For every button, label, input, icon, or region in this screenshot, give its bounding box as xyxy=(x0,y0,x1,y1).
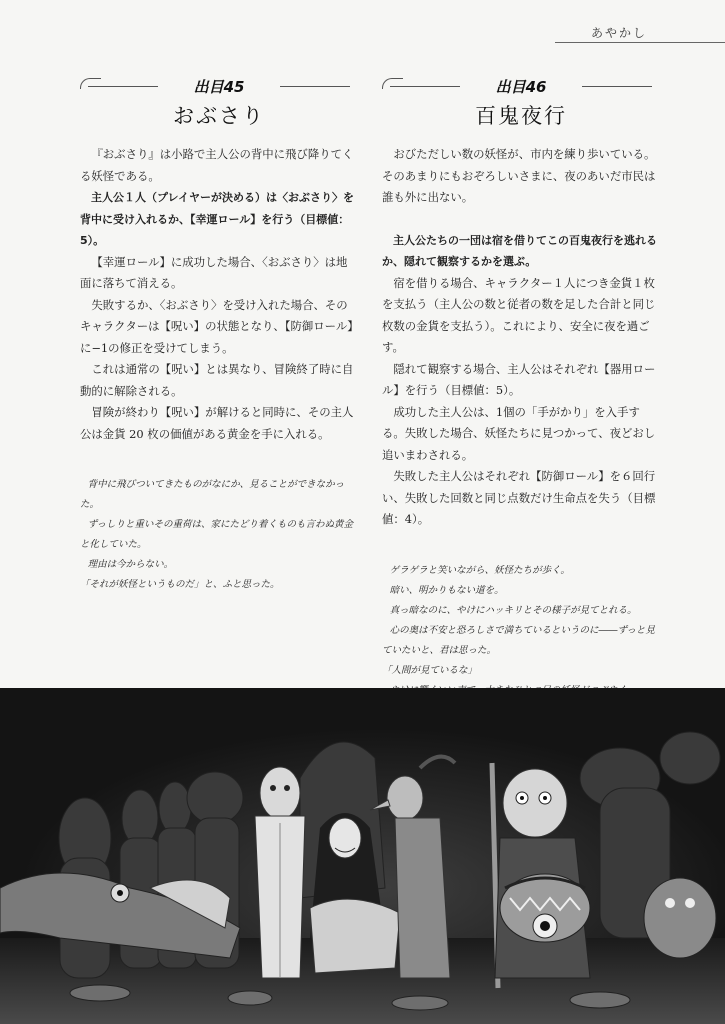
yokai-parade-illustration xyxy=(0,688,725,1024)
paragraph: 隠れて観察する場合、主人公はそれぞれ【器用ロール】を行う（目標値：5）。 xyxy=(382,361,656,397)
paragraph: これは通常の【呪い】とは異なり、冒険終了時に自動的に解除される。 xyxy=(80,362,354,398)
flavor-line: ずっしりと重いその重荷は、家にたどり着くものも言わぬ黄金と化していた。 xyxy=(80,519,354,550)
flavor-line: 理由は今からない。 xyxy=(87,559,174,570)
entry-number: 出目46 xyxy=(495,78,547,96)
entry-title: おぶさり xyxy=(173,104,265,128)
flavor-line: ゲラゲラと笑いながら、妖怪たちが歩く。 xyxy=(389,564,570,576)
entry-body xyxy=(80,144,358,445)
page-header xyxy=(555,22,725,43)
entry-46 xyxy=(382,72,660,721)
flavor-line: 「人間が見ているな」 xyxy=(382,664,478,676)
divider xyxy=(280,86,350,87)
flavor-line: 背中に飛びついてきたものがなにか、見ることができなかった。 xyxy=(80,479,345,510)
entry-body xyxy=(382,144,660,531)
flavor-line: 心の奥は不安と恐ろしさで満ちているというのに――ずっと見ていたいと、君は思った。 xyxy=(382,624,655,656)
entry-title: 百鬼夜行 xyxy=(475,104,567,128)
paragraph: 冒険が終わり【呪い】が解けると同時に、その主人公は金貨 20 枚の価値がある黄金を手に入れる。 xyxy=(80,405,354,441)
flavor-text xyxy=(80,475,358,595)
section-title: あやかし xyxy=(590,26,647,40)
paragraph: おびただしい数の妖怪が、市内を練り歩いている。そのあまりにもおぞろしいさまに、夜のあいだ市民は誰も外に出ない。 xyxy=(382,147,656,204)
illustration-art xyxy=(0,688,725,1024)
flavor-line: 暗い、明かりもない道を。 xyxy=(389,584,504,596)
divider xyxy=(582,86,652,87)
entry-heading xyxy=(80,72,358,100)
flavor-line: 真っ暗なのに、やけにハッキリとその様子が見てとれる。 xyxy=(389,604,637,616)
entry-number: 出目45 xyxy=(193,78,245,96)
paragraph: 『おぶさり』は小路で主人公の背中に飛び降りてくる妖怪である。 xyxy=(80,147,354,183)
paragraph-bold: 主人公１人（プレイヤーが決める）は〈おぶさり〉を背中に受け入れるか、【幸運ロール】を行う（目標値：5）。 xyxy=(80,191,355,247)
paragraph: 【幸運ロール】に成功した場合、〈おぶさり〉は地面に落ちて消える。 xyxy=(80,254,348,290)
paragraph: 失敗するか、〈おぶさり〉を受け入れた場合、そのキャラクターは【呪い】の状態となり、【防御ロール】に−1の修正を受けてしまう。 xyxy=(80,297,353,355)
entry-heading xyxy=(382,72,660,100)
paragraph-bold: 主人公たちの一団は宿を借りてこの百鬼夜行を逃れるか、隠れて観察するかを選ぶ。 xyxy=(382,233,657,268)
flavor-line: 「それが妖怪というものだ」と、ふと思った。 xyxy=(80,579,280,590)
paragraph: 失敗した主人公はそれぞれ【防御ロール】を６回行い、失敗した回数と同じ点数だけ生命点を失う（目標値：4）。 xyxy=(382,469,656,526)
paragraph: 成功した主人公は、1個の「手がかり」を入手する。失敗した場合、妖怪たちに見つかって、夜どおし追いまわされる。 xyxy=(382,404,656,462)
entry-45 xyxy=(80,72,358,595)
paragraph: 宿を借りる場合、キャラクター１人につき金貨１枚を支払う（主人公の数と従者の数を足した合計と同じ枚数の金貨を支払う）。これにより、安全に夜を過ごす。 xyxy=(382,275,656,354)
